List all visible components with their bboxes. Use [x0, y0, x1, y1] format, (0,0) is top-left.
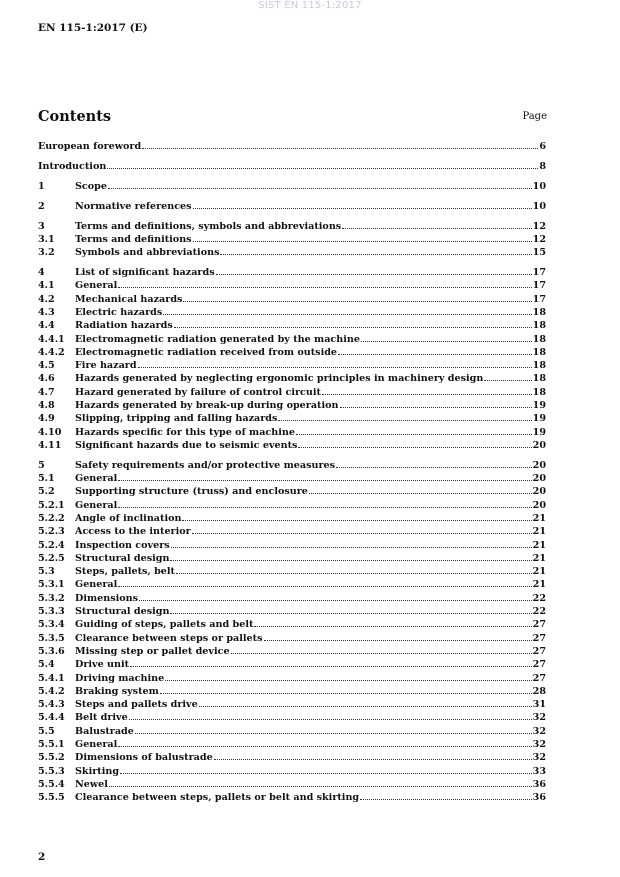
toc-entry-number: 3.1 [38, 233, 55, 245]
toc-entry-page: 28 [532, 685, 546, 697]
toc-entry-title: Mechanical hazards [75, 293, 183, 305]
contents-title: Contents [38, 108, 112, 125]
toc-entry-page: 17 [532, 267, 546, 279]
toc-entry[interactable] [38, 792, 546, 805]
toc-entry[interactable] [38, 360, 546, 373]
toc-entry-number: 5.4.2 [38, 685, 65, 697]
toc-entry-page: 18 [532, 306, 546, 318]
toc-entry-title: Hazard generated by failure of control circuit [75, 386, 321, 398]
toc-entry-title: General [75, 579, 118, 591]
toc-dot-leader [118, 480, 531, 481]
toc-entry-number: 4.5 [38, 360, 55, 372]
toc-entry[interactable] [38, 633, 546, 646]
toc-dot-leader [342, 228, 531, 229]
toc-entry[interactable] [38, 766, 546, 779]
toc-entry-page: 18 [532, 386, 546, 398]
toc-dot-leader [118, 586, 531, 587]
toc-entry-number: 5.3.2 [38, 592, 65, 604]
toc-entry-page: 20 [532, 473, 546, 485]
toc-entry[interactable] [38, 221, 546, 234]
toc-entry[interactable] [38, 413, 546, 426]
toc-dot-leader [138, 367, 532, 368]
toc-entry-page: 33 [532, 765, 546, 777]
toc-entry-page: 27 [532, 672, 546, 684]
toc-dot-leader [142, 148, 538, 149]
toc-dot-leader [183, 301, 531, 302]
toc-dot-leader [193, 208, 532, 209]
toc-entry-title: Dimensions [75, 592, 139, 604]
toc-entry-title: Access to the interior [75, 526, 191, 538]
toc-dot-leader [107, 168, 538, 169]
toc-entry-page: 17 [532, 293, 546, 305]
toc-dot-leader [216, 274, 532, 275]
toc-entry-title: Drive unit [75, 659, 130, 671]
toc-dot-leader [254, 626, 531, 627]
toc-entry[interactable] [38, 606, 546, 619]
toc-dot-leader [296, 434, 532, 435]
toc-entry-title: Belt drive [75, 712, 128, 724]
toc-entry-number: 5.3.4 [38, 619, 65, 631]
toc-entry-page: 27 [532, 632, 546, 644]
toc-entry[interactable] [38, 373, 546, 386]
toc-entry[interactable] [38, 280, 546, 293]
toc-entry-number: 4.3 [38, 306, 55, 318]
toc-entry-number: 5.2.4 [38, 539, 65, 551]
toc-entry-title: General [75, 499, 118, 511]
toc-entry-title: Braking system [75, 685, 159, 697]
toc-entry-page: 17 [532, 280, 546, 292]
toc-entry-title: Missing step or pallet device [75, 645, 230, 657]
toc-entry-title: Significant hazards due to seismic events [75, 439, 298, 451]
toc-entry[interactable] [38, 234, 546, 247]
toc-entry[interactable] [38, 387, 546, 400]
toc-entry-title: Clearance between steps, pallets or belt and skirting [75, 792, 360, 804]
toc-dot-leader [109, 786, 532, 787]
toc-entry-page: 18 [532, 320, 546, 332]
toc-dot-leader [174, 327, 532, 328]
toc-dot-leader [340, 407, 532, 408]
toc-entry[interactable] [38, 400, 546, 413]
toc-entry-number: 5.4.1 [38, 672, 65, 684]
toc-entry-title: Steps and pallets drive [75, 699, 198, 711]
toc-entry-page: 36 [532, 792, 546, 804]
toc-entry-title: Newel [75, 778, 108, 790]
toc-entry-number: 5.2 [38, 486, 55, 498]
toc-entry[interactable] [38, 473, 546, 486]
table-of-contents [38, 141, 546, 806]
toc-entry-title: Electric hazards [75, 306, 163, 318]
toc-entry-page: 20 [532, 486, 546, 498]
toc-entry[interactable] [38, 712, 546, 725]
toc-entry-page: 27 [532, 659, 546, 671]
toc-entry-page: 18 [532, 346, 546, 358]
toc-dot-leader [171, 547, 532, 548]
toc-entry[interactable] [38, 699, 546, 712]
toc-entry-title: Safety requirements and/or protective measures [75, 459, 336, 471]
toc-dot-leader [199, 706, 532, 707]
toc-entry[interactable] [38, 779, 546, 792]
toc-entry-title: General [75, 739, 118, 751]
toc-entry-number: 5.5.5 [38, 792, 65, 804]
toc-entry-title: General [75, 280, 118, 292]
toc-entry-title: Dimensions of balustrade [75, 752, 213, 764]
document-id-header: EN 115-1:2017 (E) [38, 22, 148, 34]
toc-dot-leader [322, 394, 532, 395]
toc-entry-page: 18 [532, 360, 546, 372]
toc-entry-title: General [75, 473, 118, 485]
toc-entry-page: 21 [532, 552, 546, 564]
toc-entry[interactable] [38, 141, 546, 154]
toc-entry-number: 4.1 [38, 280, 55, 292]
toc-entry-page: 12 [532, 233, 546, 245]
page-column-label: Page [522, 111, 547, 122]
toc-dot-leader [361, 341, 532, 342]
toc-entry-page: 6 [539, 141, 546, 152]
toc-entry-title: Hazards specific for this type of machine [75, 426, 295, 438]
page-number: 2 [38, 851, 46, 863]
toc-entry-page: 21 [532, 512, 546, 524]
toc-entry-title: Skirting [75, 765, 120, 777]
toc-entry[interactable] [38, 201, 546, 214]
toc-entry[interactable] [38, 347, 546, 360]
toc-entry-page: 27 [532, 645, 546, 657]
toc-entry-page: 22 [532, 592, 546, 604]
toc-dot-leader [336, 467, 532, 468]
toc-dot-leader [118, 507, 531, 508]
toc-entry-page: 12 [532, 220, 546, 232]
toc-entry[interactable] [38, 646, 546, 659]
toc-entry-title: Clearance between steps or pallets [75, 632, 263, 644]
toc-entry-number: 5.2.1 [38, 499, 65, 511]
toc-entry[interactable] [38, 486, 546, 499]
toc-entry-title: Supporting structure (truss) and enclosure [75, 486, 308, 498]
toc-entry-title: Slipping, tripping and falling hazards [75, 413, 278, 425]
toc-entry-number: 4.7 [38, 386, 55, 398]
toc-entry-page: 19 [532, 426, 546, 438]
toc-entry-number: 4.4.2 [38, 346, 65, 358]
toc-dot-leader [108, 188, 532, 189]
toc-entry-title: European foreword [38, 141, 142, 152]
toc-dot-leader [176, 573, 532, 574]
toc-dot-leader [165, 680, 531, 681]
toc-dot-leader [118, 287, 531, 288]
toc-entry[interactable] [38, 320, 546, 333]
toc-dot-leader [170, 560, 531, 561]
toc-dot-leader [484, 380, 531, 381]
toc-entry-page: 32 [532, 725, 546, 737]
toc-entry[interactable] [38, 513, 546, 526]
toc-entry-number: 5.2.2 [38, 512, 65, 524]
toc-entry[interactable] [38, 540, 546, 553]
toc-entry-number: 4.6 [38, 373, 55, 385]
toc-entry-title: Driving machine [75, 672, 165, 684]
toc-entry[interactable] [38, 267, 546, 280]
toc-entry-title: Normative references [75, 200, 192, 212]
toc-dot-leader [360, 799, 532, 800]
toc-entry[interactable] [38, 307, 546, 320]
toc-dot-leader [129, 719, 532, 720]
toc-entry[interactable] [38, 619, 546, 632]
toc-entry-number: 5.5.4 [38, 778, 65, 790]
toc-dot-leader [264, 640, 532, 641]
toc-dot-leader [220, 254, 531, 255]
toc-entry-page: 36 [532, 778, 546, 790]
toc-dot-leader [182, 520, 531, 521]
toc-entry[interactable] [38, 673, 546, 686]
toc-entry[interactable] [38, 161, 546, 174]
toc-entry-title: Scope [75, 180, 107, 192]
toc-entry[interactable] [38, 566, 546, 579]
toc-entry-number: 5.3.6 [38, 645, 65, 657]
toc-entry-page: 20 [532, 499, 546, 511]
toc-entry-number: 4.9 [38, 413, 55, 425]
toc-entry-page: 10 [532, 200, 546, 212]
toc-entry-number: 3 [38, 220, 45, 232]
toc-dot-leader [214, 759, 532, 760]
toc-dot-leader [231, 653, 532, 654]
toc-dot-leader [135, 733, 532, 734]
toc-dot-leader [192, 533, 532, 534]
toc-entry-title: Hazards generated by break-up during operation [75, 400, 339, 412]
toc-entry-page: 20 [532, 459, 546, 471]
toc-entry[interactable] [38, 752, 546, 765]
toc-entry-title: Angle of inclination [75, 512, 182, 524]
toc-dot-leader [193, 241, 532, 242]
toc-entry-page: 19 [532, 413, 546, 425]
toc-entry-title: Guiding of steps, pallets and belt [75, 619, 254, 631]
watermark: SIST EN 115-1:2017 [258, 0, 362, 11]
toc-entry-number: 4.4.1 [38, 333, 65, 345]
toc-dot-leader [160, 693, 532, 694]
toc-entry-page: 32 [532, 739, 546, 751]
toc-entry-title: Fire hazard [75, 360, 137, 372]
toc-entry-title: Inspection covers [75, 539, 170, 551]
toc-entry-title: Structural design [75, 606, 170, 618]
toc-entry-number: 5.5.2 [38, 752, 65, 764]
toc-entry-title: Introduction [38, 160, 107, 172]
toc-entry-title: Steps, pallets, belt [75, 566, 175, 578]
toc-entry-number: 1 [38, 180, 45, 192]
toc-entry-page: 22 [532, 606, 546, 618]
toc-entry-title: Radiation hazards [75, 320, 173, 332]
toc-entry-page: 27 [532, 619, 546, 631]
toc-entry[interactable] [38, 739, 546, 752]
toc-entry-page: 20 [532, 439, 546, 451]
toc-dot-leader [309, 493, 532, 494]
toc-entry[interactable] [38, 726, 546, 739]
toc-entry-number: 5.4.4 [38, 712, 65, 724]
toc-entry-number: 3.2 [38, 247, 55, 259]
toc-entry-number: 4.11 [38, 439, 62, 451]
toc-dot-leader [139, 600, 532, 601]
toc-entry-page: 21 [532, 539, 546, 551]
toc-entry-number: 4.4 [38, 320, 55, 332]
toc-entry-page: 32 [532, 752, 546, 764]
toc-entry-page: 18 [532, 333, 546, 345]
toc-entry-number: 4.8 [38, 400, 55, 412]
toc-entry-page: 8 [539, 160, 546, 172]
toc-entry-number: 5.4 [38, 659, 55, 671]
toc-dot-leader [130, 666, 532, 667]
toc-entry-number: 4.10 [38, 426, 62, 438]
toc-entry-page: 10 [532, 180, 546, 192]
toc-entry-number: 4.2 [38, 293, 55, 305]
toc-dot-leader [118, 746, 531, 747]
toc-entry-page: 21 [532, 566, 546, 578]
toc-dot-leader [163, 314, 531, 315]
toc-entry-number: 5.5.1 [38, 739, 65, 751]
toc-entry-title: Symbols and abbreviations [75, 247, 220, 259]
toc-entry-number: 5.1 [38, 473, 55, 485]
toc-entry-number: 5 [38, 459, 45, 471]
toc-entry[interactable] [38, 181, 546, 194]
toc-entry[interactable] [38, 593, 546, 606]
toc-entry-page: 21 [532, 579, 546, 591]
toc-entry[interactable] [38, 294, 546, 307]
toc-entry-number: 5.3.5 [38, 632, 65, 644]
toc-entry-number: 5.3.1 [38, 579, 65, 591]
toc-dot-leader [120, 773, 532, 774]
toc-entry-title: Terms and definitions [75, 233, 192, 245]
toc-entry-page: 21 [532, 526, 546, 538]
toc-entry-page: 32 [532, 712, 546, 724]
toc-entry[interactable] [38, 500, 546, 513]
toc-entry-number: 4 [38, 267, 45, 279]
toc-entry-title: Electromagnetic radiation received from outside [75, 346, 338, 358]
toc-entry-number: 2 [38, 200, 45, 212]
toc-entry-number: 5.5.3 [38, 765, 65, 777]
toc-entry-title: Terms and definitions, symbols and abbreviations [75, 220, 342, 232]
toc-entry-title: Hazards generated by neglecting ergonomic principles in machinery design [75, 373, 484, 385]
toc-entry[interactable] [38, 427, 546, 440]
toc-entry-page: 19 [532, 400, 546, 412]
toc-entry-number: 5.2.5 [38, 552, 65, 564]
toc-entry-title: Balustrade [75, 725, 134, 737]
toc-entry-page: 18 [532, 373, 546, 385]
toc-entry-number: 5.3 [38, 566, 55, 578]
toc-entry-number: 5.4.3 [38, 699, 65, 711]
toc-entry[interactable] [38, 659, 546, 672]
toc-entry[interactable] [38, 334, 546, 347]
toc-entry-page: 15 [532, 247, 546, 259]
toc-dot-leader [278, 420, 531, 421]
toc-entry[interactable] [38, 247, 546, 260]
toc-dot-leader [170, 613, 531, 614]
toc-entry[interactable] [38, 460, 546, 473]
toc-entry-page: 31 [532, 699, 546, 711]
toc-entry-number: 5.2.3 [38, 526, 65, 538]
toc-entry-number: 5.3.3 [38, 606, 65, 618]
toc-dot-leader [298, 447, 531, 448]
toc-entry-number: 5.5 [38, 725, 55, 737]
toc-entry[interactable] [38, 440, 546, 453]
toc-entry-title: List of significant hazards [75, 267, 215, 279]
toc-entry-title: Electromagnetic radiation generated by the machine [75, 333, 360, 345]
toc-entry-title: Structural design [75, 552, 170, 564]
toc-entry[interactable] [38, 579, 546, 592]
toc-dot-leader [338, 354, 532, 355]
toc-entry[interactable] [38, 553, 546, 566]
toc-entry[interactable] [38, 526, 546, 539]
toc-entry[interactable] [38, 686, 546, 699]
